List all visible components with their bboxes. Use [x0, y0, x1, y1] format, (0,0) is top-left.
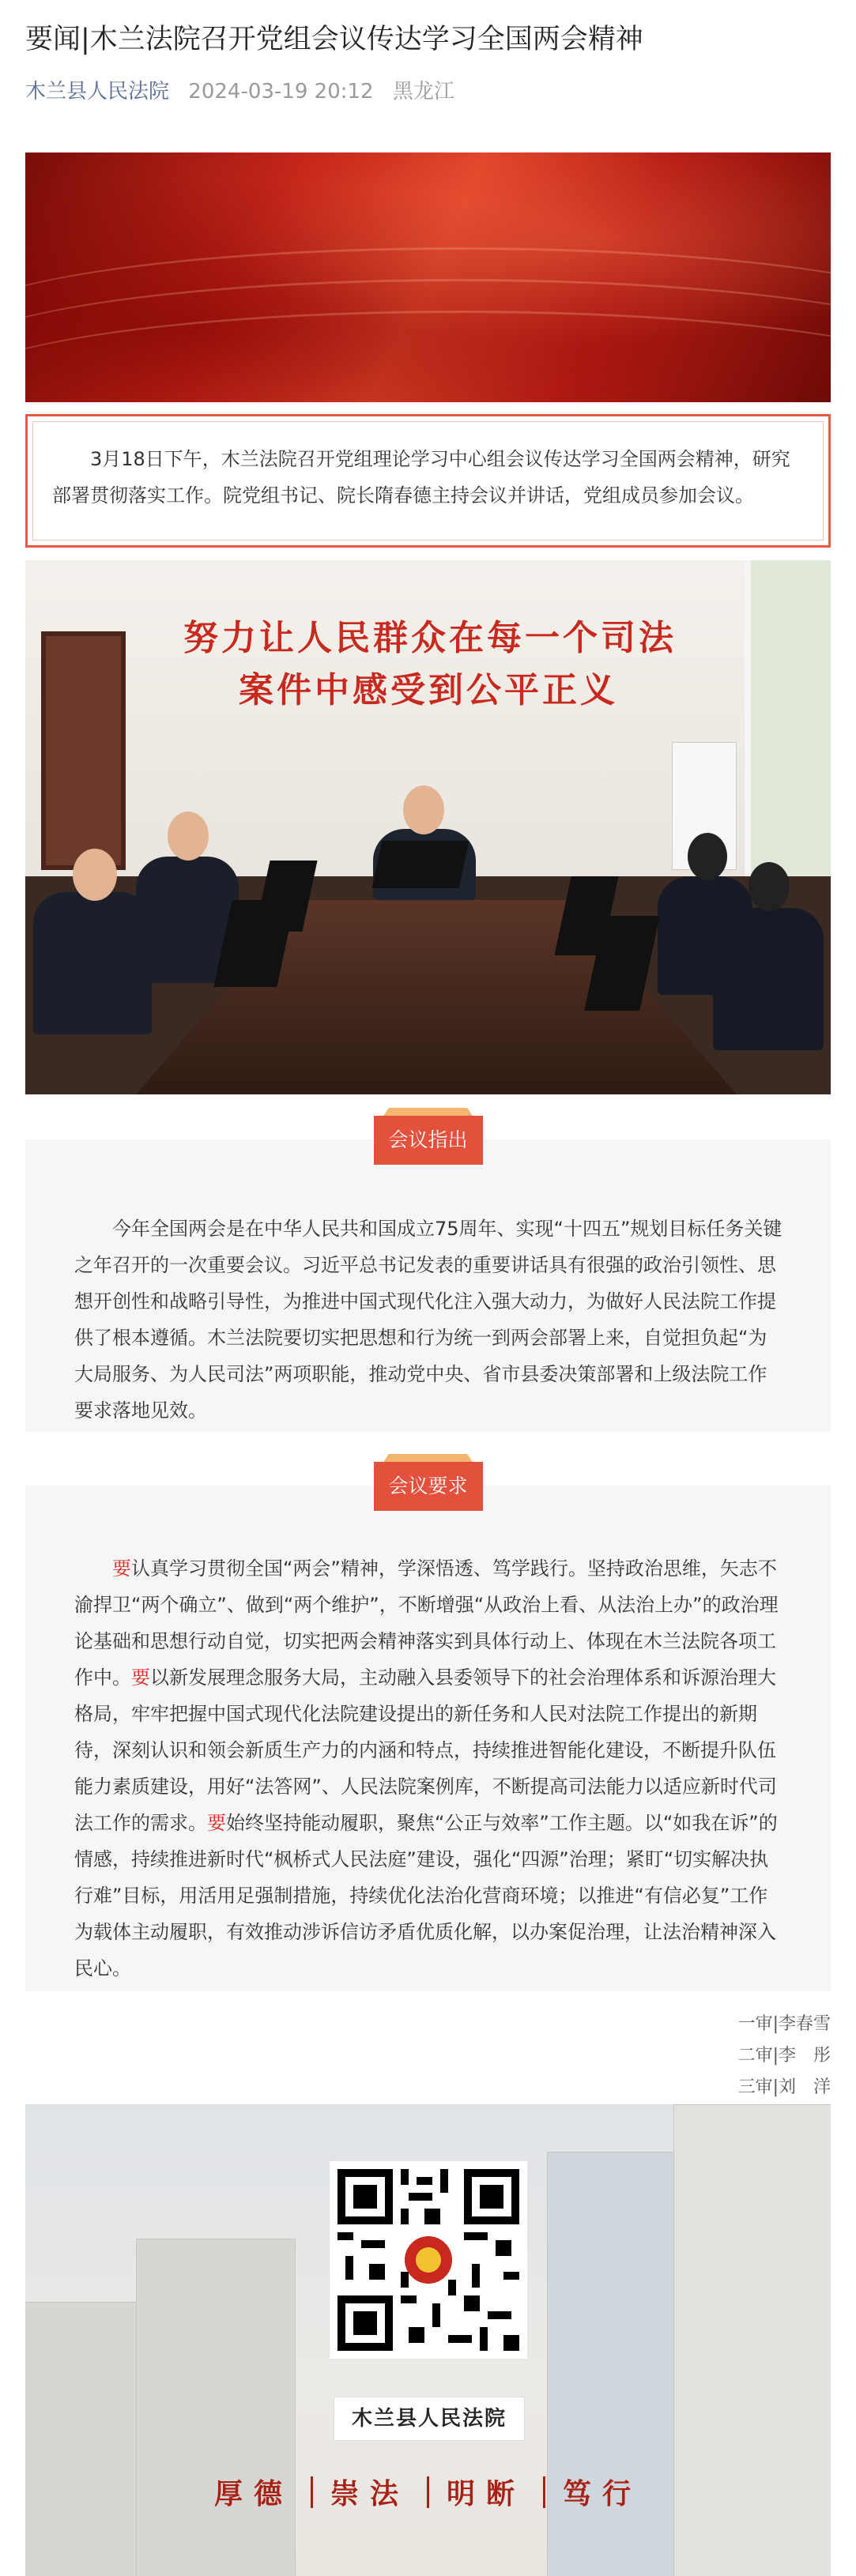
credit-line-1: 一审|李春雪 — [737, 2014, 831, 2034]
wall-slogan-line2: 案件中感受到公平正义 — [239, 670, 618, 710]
requirement-3: 始终坚持能动履职，聚焦“公正与效率”工作主题。以“如我在诉”的情感，持续推进新时代“枫桥式人民法庭”建设，强化“四源”治理；紧盯“切实解决执行难”目标，用活用足强制措施，持续优化法治化营商环境；以推进“有信必复”工作为载体主动履职，有效推动涉诉信访矛盾优质化解，以办案促治理，让法治精神深入民心。 — [74, 1812, 778, 1979]
section-label-meeting-requirements: 会议要求 — [374, 1454, 483, 1511]
credit-line-3: 三审|刘 洋 — [737, 2077, 831, 2097]
qr-code[interactable] — [330, 2161, 527, 2359]
motto-word-2: 崇法 — [330, 2477, 409, 2510]
wall-slogan-line1: 努力让人民群众在每一个司法 — [183, 618, 677, 658]
credit-line-2: 二审|李 彤 — [737, 2046, 831, 2066]
meeting-points-text: 今年全国两会是在中华人民共和国成立75周年、实现“十四五”规划目标任务关键之年召开的一次重要会议。习近平总书记发表的重要讲话具有很强的政治引领性、思想开创性和战略引导性，为推进中国式现代化注入强大动力，为做好人民法院工作提供了根本遵循。木兰法院要切实把思想和行为统一到两会部署上来，自觉担负起“为大局服务、为人民司法”两项职能，推动党中央、省市县委决策部署和上级法院工作要求落地见效。 — [74, 1218, 782, 1422]
header-banner-image — [25, 153, 831, 402]
requirement-1: 认真学习贯彻全国“两会”精神，学深悟透、笃学践行。坚持政治思维，矢志不渝捍卫“两个确立”、做到“两个维护”，不断增强“从政治上看、从法治上办”的政治理论基础和思想行动自觉，切实把两会精神落实到具体行动上、体现在木兰法院各项工作中。 — [74, 1557, 779, 1689]
meeting-photo — [25, 560, 831, 1094]
section-label-meeting-points: 会议指出 — [374, 1108, 483, 1165]
article-meta — [25, 75, 467, 104]
author-link[interactable]: 木兰县人民法院 — [25, 80, 170, 104]
court-poster-image — [25, 2104, 831, 2576]
section-meeting-points — [25, 1128, 831, 1432]
intro-box — [25, 414, 831, 548]
qr-code-graphic — [330, 2161, 527, 2359]
motto-word-3: 明断 — [447, 2477, 526, 2510]
intro-text: 3月18日下午，木兰法院召开党组理论学习中心组会议传达学习全国两会精神，研究部署贯彻落实工作。院党组书记、院长隋春德主持会议并讲话，党组成员参加会议。 — [32, 421, 824, 540]
article-title: 要闻|木兰法院召开党组会议传达学习全国两会精神 — [25, 24, 643, 55]
requirement-2: 以新发展理念服务大局，主动融入县委领导下的社会治理体系和诉源治理大格局，牢牢把握中国式现代化法院建设提出的新任务和人民对法院工作提出的新期待，深刻认识和领会新质生产力的内涵和特点，持续推进智能化建设，不断提升队伍能力素质建设，用好“法答网”、人民法院案例库，不断提高司法能力以适应新时代司法工作的需求。 — [74, 1666, 777, 1834]
meeting-requirements-text — [74, 1550, 786, 1987]
court-motto — [25, 2472, 831, 2512]
publish-location: 黑龙江 — [392, 80, 454, 104]
highlight-mark: 要 — [131, 1666, 150, 1689]
motto-word-4: 笃行 — [563, 2477, 643, 2510]
door — [41, 631, 126, 870]
highlight-mark: 要 — [207, 1812, 226, 1834]
review-credits — [738, 2009, 831, 2103]
section-meeting-requirements — [25, 1474, 831, 1991]
motto-word-1: 厚德 — [213, 2477, 293, 2510]
publish-date: 2024-03-19 20:12 — [188, 80, 374, 104]
court-name-plate: 木兰县人民法院 — [334, 2397, 525, 2441]
highlight-mark: 要 — [112, 1557, 131, 1580]
